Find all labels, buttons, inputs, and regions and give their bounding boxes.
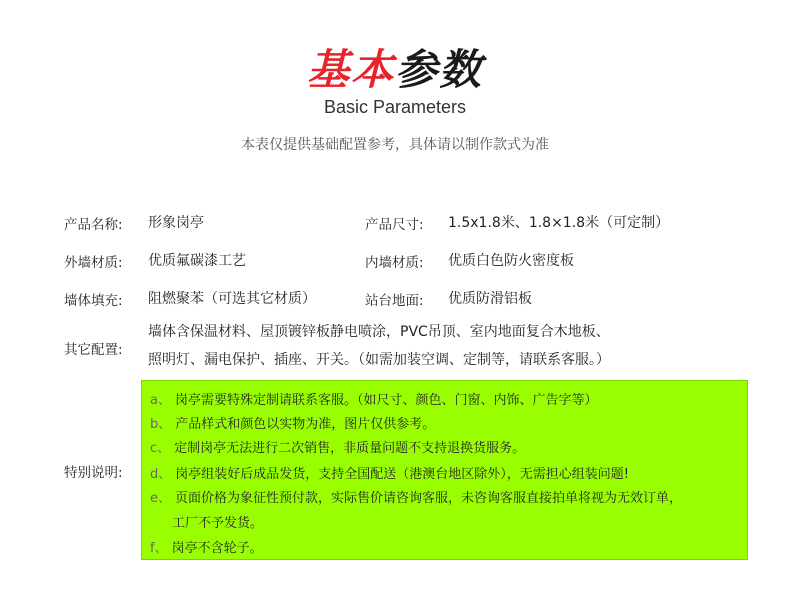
other-config-line-1: 墙体含保温材料、屋顶镀锌板静电喷涂，PVC吊顶、室内地面复合木地板、 bbox=[148, 324, 610, 340]
note-item: a、 岗亭需要特殊定制请联系客服。（如尺寸、颜色、门窗、内饰、广告字等） bbox=[150, 393, 598, 408]
product-size-value: 1.5x1.8米、1.8×1.8米（可定制） bbox=[448, 215, 670, 231]
special-notes-box bbox=[141, 380, 748, 560]
note-item: e、 页面价格为象征性预付款，实际售价请咨询客服，未咨询客服直接拍单将视为无效订单， bbox=[150, 491, 683, 506]
product-name-label: 产品名称: bbox=[64, 217, 123, 233]
note-item: c、 定制岗亭无法进行二次销售，非质量问题不支持退换货服务。 bbox=[150, 441, 526, 456]
page-subtitle: 本表仅提供基础配置参考，具体请以制作款式为准 bbox=[241, 137, 549, 153]
other-config-line-2: 照明灯、漏电保护、插座、开关。（如需加装空调、定制等，请联系客服。） bbox=[148, 352, 610, 368]
page-title-en: Basic Parameters bbox=[323, 97, 467, 117]
note-item-continuation: 工厂不予发货。 bbox=[172, 516, 264, 531]
wall-fill-label: 墙体填充: bbox=[64, 293, 123, 309]
wall-fill-value: 阻燃聚苯（可选其它材质） bbox=[148, 291, 316, 307]
platform-floor-value: 优质防滑铝板 bbox=[448, 291, 532, 307]
title-red-part: 基本 bbox=[306, 45, 395, 94]
special-notes-label: 特别说明: bbox=[64, 465, 123, 481]
note-item: d、 岗亭组装好后成品发货，支持全国配送（港澳台地区除外），无需担心组装问题! bbox=[150, 467, 629, 482]
product-size-label: 产品尺寸: bbox=[365, 217, 424, 233]
product-name-value: 形象岗亭 bbox=[148, 215, 204, 231]
page-title bbox=[0, 44, 790, 96]
note-item: b、 产品样式和颜色以实物为准，图片仅供参考。 bbox=[150, 417, 436, 432]
title-black-part: 参数 bbox=[395, 45, 484, 94]
platform-floor-label: 站台地面: bbox=[365, 293, 424, 309]
outer-wall-value: 优质氟碳漆工艺 bbox=[148, 253, 246, 269]
outer-wall-label: 外墙材质: bbox=[64, 255, 123, 271]
other-config-label: 其它配置: bbox=[64, 342, 123, 358]
inner-wall-value: 优质白色防火密度板 bbox=[448, 253, 574, 269]
note-item: f、 岗亭不含轮子。 bbox=[150, 541, 263, 556]
inner-wall-label: 内墙材质: bbox=[365, 255, 424, 271]
